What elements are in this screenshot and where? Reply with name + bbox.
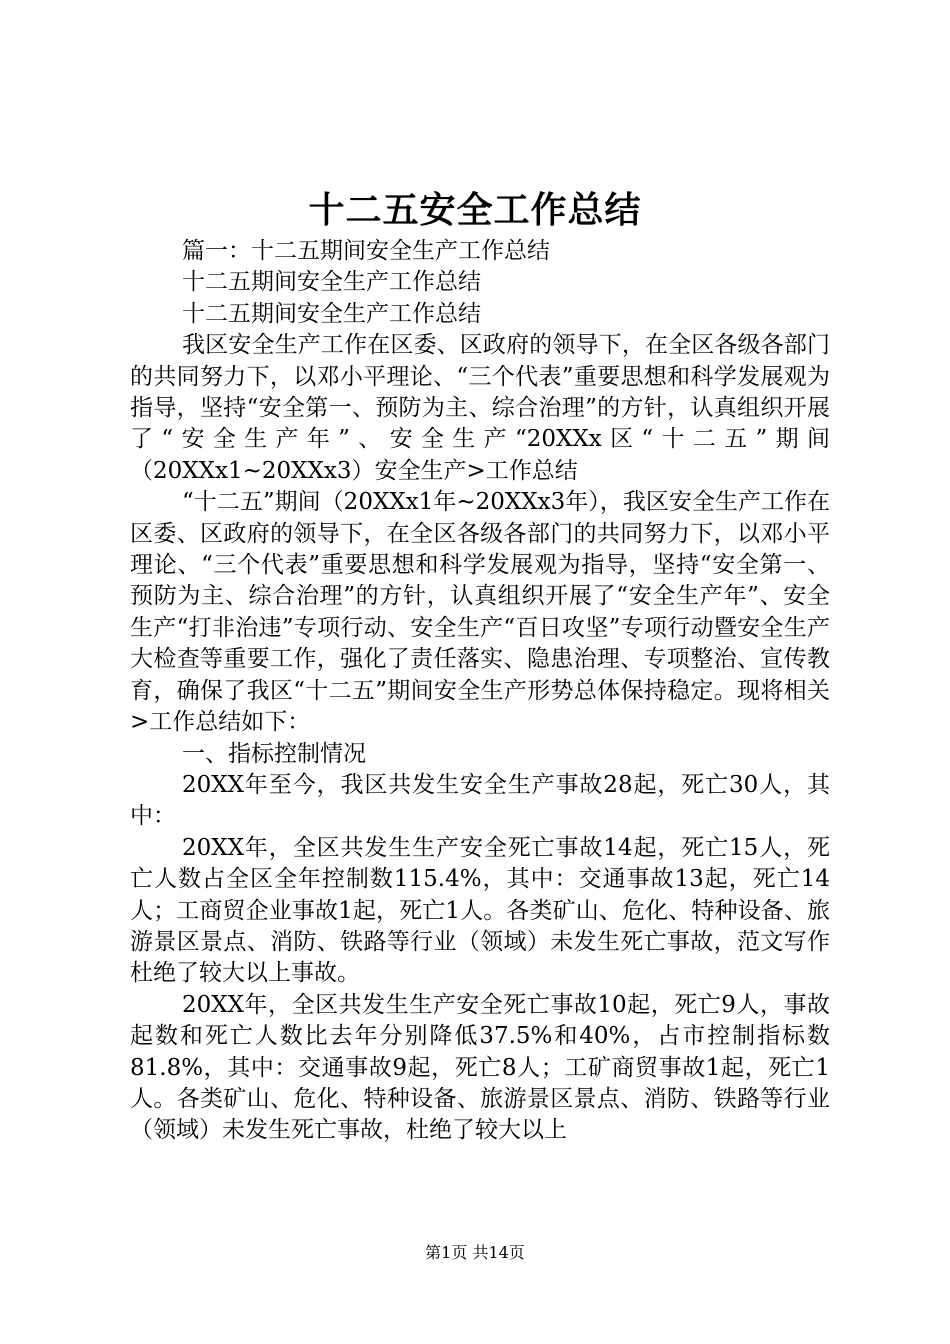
paragraph-year-2: 20XX年，全区共发生生产安全死亡事故10起，死亡9人，事故起数和死亡人数比去年分别降低37.5%和40%，占市控制指标数81.8%，其中：交通事故9起，死亡8人；工矿商贸事故1起，死亡1人。各类矿山、危化、特种设备、旅游景区景点、消防、铁路等行业（领域）未发生死亡事故，杜绝了较大以上 bbox=[130, 991, 830, 1144]
section-heading-indicators: 一、指标控制情况 bbox=[182, 740, 366, 767]
paragraph-subtitle-2: 十二五期间安全生产工作总结 bbox=[182, 300, 481, 327]
paragraph-intro: 我区安全生产工作在区委、区政府的领导下，在全区各级各部门的共同努力下，以邓小平理论、“三个代表”重要思想和科学发展观为指导，坚持“安全第一、预防为主、综合治理”的方针，认真组织开展了“安全生产年”、安全生产“20XXx区“十二五”期间（20XXx1~20XXx3）安全生产>工作总结 bbox=[130, 332, 830, 484]
paragraph-overview: “十二五”期间（20XXx1年~20XXx3年），我区安全生产工作在区委、区政府的领导下，在全区各级各部门的共同努力下，以邓小平理论、“三个代表”重要思想和科学发展观为指导，坚持“安全第一、预防为主、综合治理”的方针，认真组织开展了“安全生产年”、安全生产“打非治违”专项行动、安全生产“百日攻坚”专项行动暨安全生产大检查等重要工作，强化了责任落实、隐患治理、专项整治、宣传教育，确保了我区“十二五”期间安全生产形势总体保持稳定。现将相关>工作总结如下： bbox=[130, 489, 830, 736]
paragraph-subtitle-1: 十二五期间安全生产工作总结 bbox=[182, 269, 481, 296]
paragraph-totals: 20XX年至今，我区共发生安全生产事故28起，死亡30人，其中： bbox=[130, 771, 830, 830]
paragraph-heading-1: 篇一：十二五期间安全生产工作总结 bbox=[182, 238, 550, 264]
paragraph-year-1: 20XX年，全区共发生生产安全死亡事故14起，死亡15人，死亡人数占全区全年控制数115.4%，其中：交通事故13起，死亡14人；工商贸企业事故1起，死亡1人。各类矿山、危化、特种设备、旅游景区景点、消防、铁路等行业（领域）未发生死亡事故，范文写作杜绝了较大以上事故。 bbox=[130, 834, 830, 987]
page-footer: 第1页 共14页 bbox=[425, 1243, 525, 1262]
document-body bbox=[130, 236, 830, 1147]
document-title: 十二五安全工作总结 bbox=[308, 189, 642, 231]
